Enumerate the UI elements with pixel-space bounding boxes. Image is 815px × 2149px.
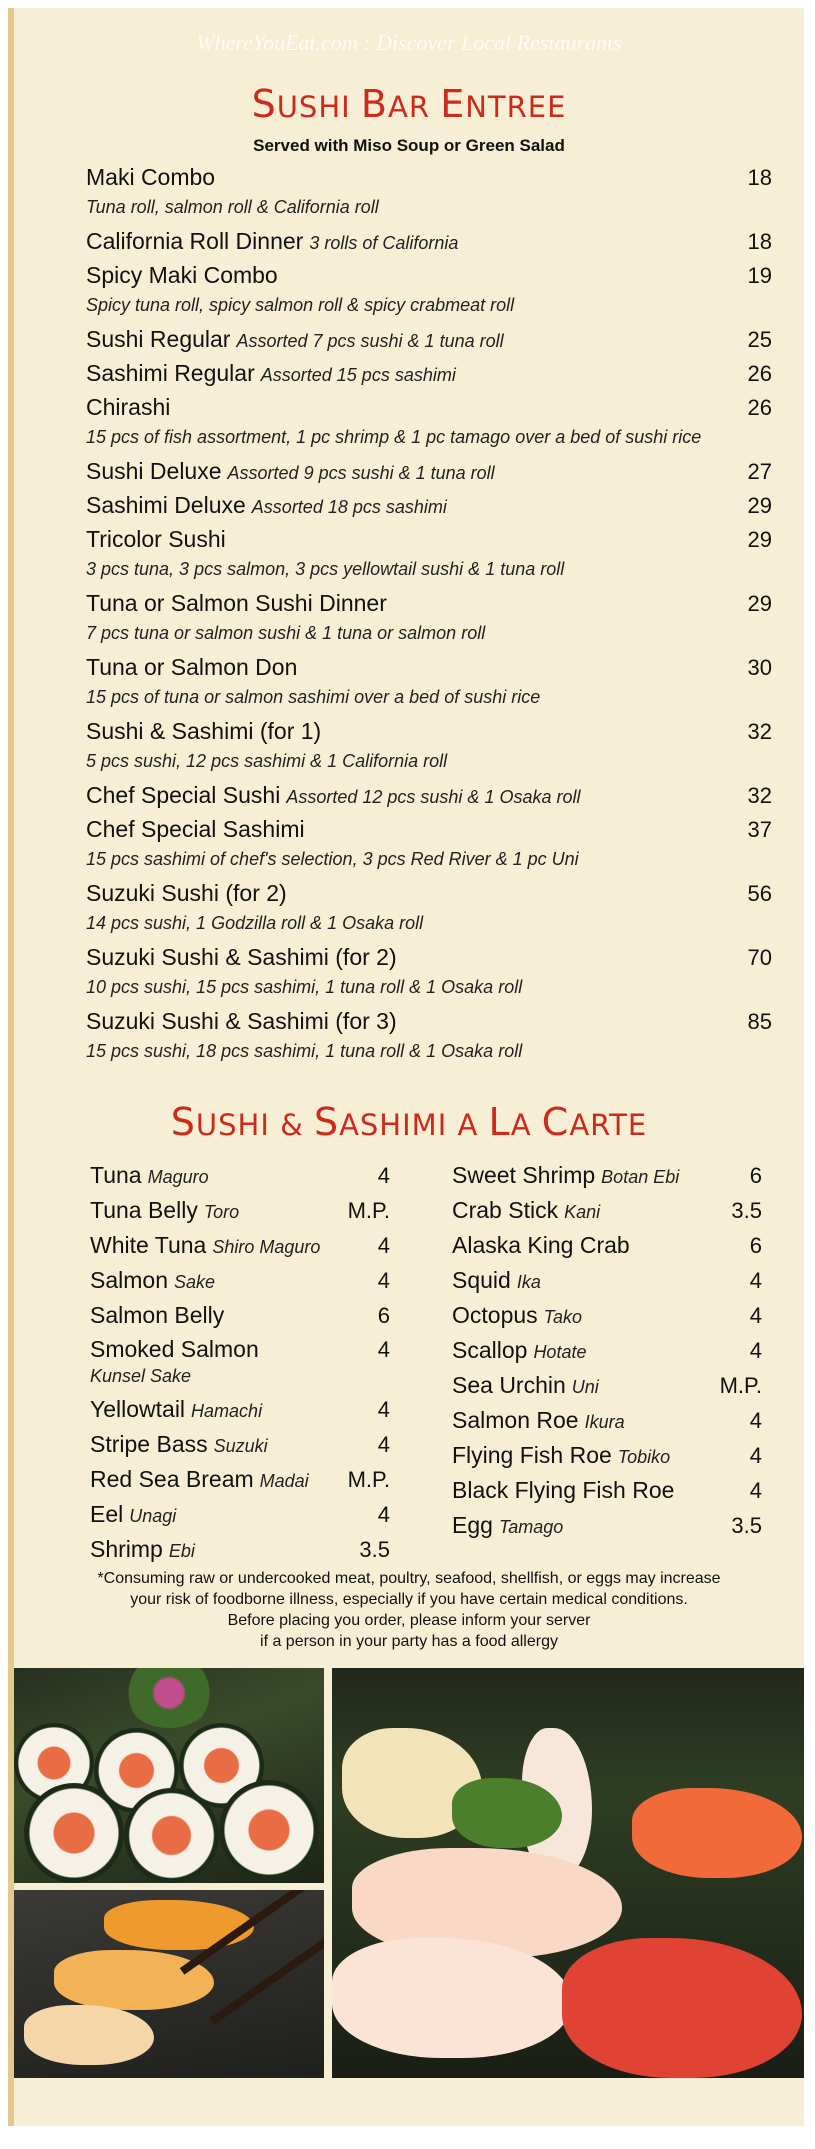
carte-item-japanese: Tamago (498, 1517, 564, 1537)
carte-item-name: Tuna (90, 1162, 142, 1188)
entree-description: 15 pcs sashimi of chef's selection, 3 pcs Red River & 1 pc Uni (86, 849, 579, 869)
entree-price: 56 (747, 881, 772, 906)
carte-section-title: SUSHI & SASHIMI A LA CARTE (170, 1100, 648, 1144)
entree-list (86, 160, 772, 1068)
entree-section-title: SUSHI BAR ENTREE (251, 82, 567, 126)
carte-item-name: Shrimp (90, 1536, 163, 1562)
carte-item-name: Egg (452, 1512, 493, 1538)
carte-item (90, 1427, 390, 1462)
carte-item-name: Flying Fish Roe (452, 1442, 612, 1468)
carte-item-price: 4 (749, 1303, 762, 1328)
carte-item (452, 1298, 762, 1333)
carte-item-japanese: Maguro (147, 1167, 209, 1187)
carte-item-japanese: Hotate (533, 1342, 587, 1362)
carte-item-name: Salmon (90, 1267, 168, 1293)
entree-price: 32 (747, 719, 772, 744)
entree-name: Sashimi Deluxe (86, 492, 246, 518)
entree-name: California Roll Dinner (86, 228, 304, 254)
carte-item-japanese: Hamachi (191, 1401, 263, 1421)
entree-description: 15 pcs sushi, 18 pcs sashimi, 1 tuna roll & 1 Osaka roll (86, 1041, 523, 1061)
carte-item-price: 4 (377, 1502, 390, 1527)
carte-item (90, 1263, 390, 1298)
entree-name: Sushi Deluxe (86, 458, 222, 484)
entree-name: Sushi Regular (86, 326, 231, 352)
entree-item (86, 160, 772, 224)
entree-item (86, 390, 772, 454)
carte-item-price: M.P. (347, 1467, 390, 1492)
carte-item-price: 6 (749, 1233, 762, 1258)
carte-item (90, 1158, 390, 1193)
carte-item-name: Sweet Shrimp (452, 1162, 596, 1188)
entree-name: Maki Combo (86, 164, 216, 190)
entree-name: Tuna or Salmon Don (86, 654, 298, 680)
entree-description: 14 pcs sushi, 1 Godzilla roll & 1 Osaka roll (86, 913, 424, 933)
carte-item (452, 1403, 762, 1438)
entree-price: 29 (747, 493, 772, 518)
entree-description: Assorted 12 pcs sushi & 1 Osaka roll (286, 787, 581, 807)
carte-item-japanese: Ebi (168, 1541, 195, 1561)
carte-item-japanese: Toro (203, 1202, 240, 1222)
carte-item-price: 4 (377, 1163, 390, 1188)
entree-price: 26 (747, 395, 772, 420)
carte-item-japanese: Sake (173, 1272, 216, 1292)
carte-item-japanese: Tako (543, 1307, 583, 1327)
carte-item (90, 1532, 390, 1567)
entree-price: 26 (747, 361, 772, 386)
carte-item (90, 1228, 390, 1263)
entree-item (86, 258, 772, 322)
carte-item-price: M.P. (719, 1373, 762, 1398)
carte-item (452, 1263, 762, 1298)
carte-item (452, 1438, 762, 1473)
food-photos (14, 1668, 804, 2078)
carte-left-column (90, 1158, 390, 1567)
entree-name: Sashimi Regular (86, 360, 255, 386)
carte-item (452, 1473, 762, 1508)
carte-item-japanese: Suzuki (213, 1436, 268, 1456)
entree-description: Assorted 9 pcs sushi & 1 tuna roll (227, 463, 495, 483)
allergy-disclaimer: *Consuming raw or undercooked meat, poultry, seafood, shellfish, or eggs may increase your risk of foodborne illness, especially if you have certain medical conditions. Before placing you order, please inform your server if a person in your party has a food allergy (97, 1570, 721, 1650)
entree-description: 5 pcs sushi, 12 pcs sashimi & 1 California roll (86, 751, 448, 771)
carte-item-japanese: Kani (564, 1202, 601, 1222)
carte-item-price: 6 (377, 1303, 390, 1328)
entree-item (86, 876, 772, 940)
sushi-rolls-photo (14, 1668, 324, 1883)
entree-name: Chef Special Sashimi (86, 816, 305, 842)
entree-item (86, 488, 772, 522)
entree-item (86, 1004, 772, 1068)
carte-item-name: Black Flying Fish Roe (452, 1477, 675, 1503)
entree-description: 15 pcs of tuna or salmon sashimi over a bed of sushi rice (86, 687, 541, 707)
carte-item (90, 1497, 390, 1532)
entree-subtitle: Served with Miso Soup or Green Salad (253, 136, 565, 155)
carte-item (452, 1228, 762, 1263)
carte-item-price: 6 (749, 1163, 762, 1188)
carte-item-price: 4 (377, 1233, 390, 1258)
entree-description: 3 pcs tuna, 3 pcs salmon, 3 pcs yellowtail sushi & 1 tuna roll (86, 559, 565, 579)
entree-description: Tuna roll, salmon roll & California roll (86, 197, 379, 217)
carte-item-name: Salmon Roe (452, 1407, 579, 1433)
carte-item-price: 4 (749, 1478, 762, 1503)
carte-item-price: 3.5 (731, 1513, 762, 1538)
entree-name: Tricolor Sushi (86, 526, 226, 552)
carte-item (452, 1508, 762, 1543)
carte-item (452, 1158, 762, 1193)
carte-item-price: 4 (749, 1338, 762, 1363)
carte-item (90, 1462, 390, 1497)
entree-description: Assorted 7 pcs sushi & 1 tuna roll (236, 331, 504, 351)
carte-item-name: Crab Stick (452, 1197, 559, 1223)
entree-item (86, 586, 772, 650)
menu-page (8, 8, 804, 2126)
carte-item-price: M.P. (347, 1198, 390, 1223)
carte-item-japanese: Shiro Maguro (212, 1237, 321, 1257)
carte-item-name: Squid (452, 1267, 511, 1293)
carte-item-price: 3.5 (731, 1198, 762, 1223)
entree-description: Assorted 15 pcs sashimi (260, 365, 456, 385)
entree-item (86, 812, 772, 876)
carte-item (90, 1333, 390, 1392)
carte-item-price: 4 (749, 1443, 762, 1468)
entree-description: 7 pcs tuna or salmon sushi & 1 tuna or salmon roll (86, 623, 486, 643)
entree-name: Suzuki Sushi (for 2) (86, 880, 287, 906)
entree-name: Sushi & Sashimi (for 1) (86, 718, 322, 744)
carte-item-name: Scallop (452, 1337, 528, 1363)
entree-item (86, 224, 772, 258)
entree-item (86, 778, 772, 812)
entree-name: Chef Special Sushi (86, 782, 281, 808)
carte-item-japanese: Tobiko (617, 1447, 671, 1467)
entree-price: 19 (747, 263, 772, 288)
carte-item-name: Eel (90, 1501, 124, 1527)
carte-item-japanese: Madai (259, 1471, 309, 1491)
entree-price: 29 (747, 591, 772, 616)
entree-item (86, 522, 772, 586)
entree-name: Suzuki Sushi & Sashimi (for 2) (86, 944, 397, 970)
entree-price: 30 (747, 655, 772, 680)
entree-description: 10 pcs sushi, 15 pcs sashimi, 1 tuna roll & 1 Osaka roll (86, 977, 523, 997)
carte-item-japanese: Kunsel Sake (90, 1366, 192, 1386)
carte-item-japanese: Uni (571, 1377, 599, 1397)
entree-description: Assorted 18 pcs sashimi (251, 497, 447, 517)
entree-name: Chirashi (86, 394, 171, 420)
carte-item-japanese: Ika (516, 1272, 541, 1292)
carte-right-column (452, 1158, 762, 1543)
carte-item (452, 1368, 762, 1403)
carte-item-price: 4 (377, 1337, 390, 1362)
nigiri-photo (14, 1890, 324, 2078)
entree-price: 70 (747, 945, 772, 970)
carte-item-name: Sea Urchin (452, 1372, 566, 1398)
entree-item (86, 356, 772, 390)
carte-item-japanese: Botan Ebi (601, 1167, 680, 1187)
carte-item-price: 4 (377, 1432, 390, 1457)
carte-item (452, 1333, 762, 1368)
entree-price: 25 (747, 327, 772, 352)
entree-price: 18 (747, 229, 772, 254)
entree-item (86, 940, 772, 1004)
carte-item-japanese: Unagi (129, 1506, 177, 1526)
carte-item-price: 4 (749, 1268, 762, 1293)
entree-item (86, 454, 772, 488)
carte-item-name: Tuna Belly (90, 1197, 198, 1223)
entree-name: Tuna or Salmon Sushi Dinner (86, 590, 387, 616)
carte-item (90, 1298, 390, 1333)
entree-price: 32 (747, 783, 772, 808)
carte-item-name: Alaska King Crab (452, 1232, 630, 1258)
entree-price: 85 (747, 1009, 772, 1034)
entree-item (86, 650, 772, 714)
carte-item-name: Yellowtail (90, 1396, 186, 1422)
carte-item-name: Stripe Bass (90, 1431, 208, 1457)
entree-price: 37 (747, 817, 772, 842)
carte-item-price: 4 (377, 1268, 390, 1293)
carte-item-name: Red Sea Bream (90, 1466, 254, 1492)
carte-item-price: 3.5 (359, 1537, 390, 1562)
entree-price: 27 (747, 459, 772, 484)
carte-item-name: White Tuna (90, 1232, 207, 1258)
carte-item-japanese: Ikura (584, 1412, 625, 1432)
entree-name: Spicy Maki Combo (86, 262, 278, 288)
carte-item (90, 1193, 390, 1228)
carte-item-name: Octopus (452, 1302, 538, 1328)
watermark: WhereYouEat.com : Discover Local Restaurants (196, 30, 622, 55)
entree-item (86, 322, 772, 356)
carte-item (90, 1392, 390, 1427)
entree-price: 29 (747, 527, 772, 552)
sashimi-photo (332, 1668, 804, 2078)
entree-description: Spicy tuna roll, spicy salmon roll & spicy crabmeat roll (86, 295, 515, 315)
entree-description: 15 pcs of fish assortment, 1 pc shrimp & 1 pc tamago over a bed of sushi rice (86, 427, 702, 447)
carte-item-name: Salmon Belly (90, 1302, 225, 1328)
entree-description: 3 rolls of California (309, 233, 459, 253)
entree-item (86, 714, 772, 778)
carte-item (452, 1193, 762, 1228)
carte-item-price: 4 (377, 1397, 390, 1422)
carte-item-price: 4 (749, 1408, 762, 1433)
entree-name: Suzuki Sushi & Sashimi (for 3) (86, 1008, 397, 1034)
entree-price: 18 (747, 165, 772, 190)
carte-item-name: Smoked Salmon (90, 1336, 259, 1362)
